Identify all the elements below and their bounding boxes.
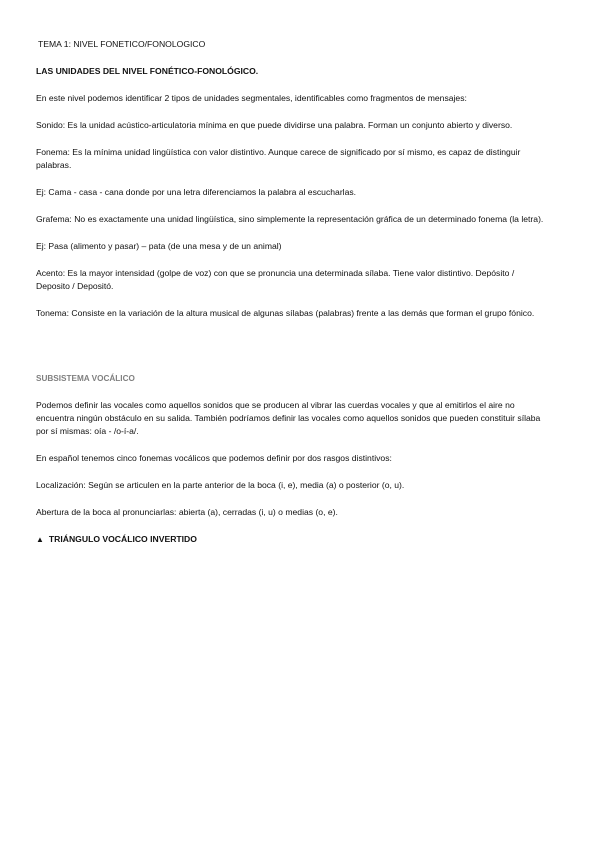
example-text: Pasa (alimento y pasar) – pata (de una mesa y de un animal) — [46, 241, 282, 251]
definition-text: Consiste en la variación de la altura musical de algunas sílabas (palabras) frente a las demás que forman el grupo fónico. — [68, 308, 535, 318]
definition-term: Acento: — [36, 268, 66, 278]
definition-grafema — [36, 213, 548, 226]
section-heading-units: LAS UNIDADES DEL NIVEL FONÉTICO-FONOLÓGICO. — [36, 66, 259, 76]
definition-term: Sonido: — [36, 120, 66, 130]
abertura-term: Abertura de la boca al pronunciarlas: — [36, 507, 177, 517]
abertura-paragraph — [36, 506, 548, 519]
definition-fonema — [36, 146, 548, 172]
localizacion-text: Según se articulen en la parte anterior de la boca (i, e), media (a) o posterior (o, u). — [85, 480, 405, 490]
section-heading-subsistema: SUBSISTEMA VOCÁLICO — [36, 374, 135, 383]
localizacion-term: Localización: — [36, 480, 86, 490]
definition-term: Tonema: — [36, 308, 69, 318]
abertura-text: abierta (a), cerradas (i, u) o medias (o, e). — [176, 507, 338, 517]
definition-tonema — [36, 307, 548, 320]
definition-text: Es la mayor intensidad (golpe de voz) con que se pronuncia una determinada sílaba. Tiene valor distintivo. Depósito / Deposito / Depositó. — [36, 268, 515, 291]
vowels-paragraph: Podemos definir las vocales como aquellos sonidos que se producen al vibrar las cuerdas vocales y que al emitirlos el aire no encuentra ningún obstáculo en su salida. También podríamos definir las vocales como aquellos sonidos que pueden constituir sílaba por sí mismas: oía - /o-í-a/. — [36, 400, 541, 436]
example-text: Cama - casa - cana donde por una letra diferenciamos la palabra al escucharlas. — [46, 187, 357, 197]
definition-text: Es la unidad acústico-articulatoria mínima en que puede dividirse una palabra. Forman un conjunto abierto y diverso. — [65, 120, 513, 130]
example-fonema — [36, 186, 548, 199]
example-term: Ej: — [36, 187, 47, 197]
example-term: Ej: — [36, 241, 47, 251]
localizacion-paragraph — [36, 479, 548, 492]
definition-term: Fonema: — [36, 147, 70, 157]
definition-term: Grafema: — [36, 214, 72, 224]
definition-acento — [36, 267, 548, 293]
document-content — [36, 38, 548, 546]
definition-text: Es la mínima unidad lingüística con valor distintivo. Aunque carece de significado por sí mismo, es capaz de distinguir palabras. — [36, 147, 521, 170]
intro-paragraph: En este nivel podemos identificar 2 tipos de unidades segmentales, identificables como fragmentos de mensajes: — [36, 93, 467, 103]
definition-sonido — [36, 119, 548, 132]
section-spacer — [36, 334, 548, 372]
triangle-icon: ▲ — [36, 535, 44, 544]
phonemes-paragraph: En español tenemos cinco fonemas vocálicos que podemos definir por dos rasgos distintivos: — [36, 453, 392, 463]
triangle-label: TRIÁNGULO VOCÁLICO INVERTIDO — [48, 534, 197, 544]
triangle-heading — [36, 533, 548, 546]
example-grafema — [36, 240, 548, 253]
document-title: TEMA 1: NIVEL FONETICO/FONOLOGICO — [38, 39, 206, 49]
definition-text: No es exactamente una unidad lingüística, sino simplemente la representación gráfica de un determinado fonema (la letra). — [71, 214, 544, 224]
